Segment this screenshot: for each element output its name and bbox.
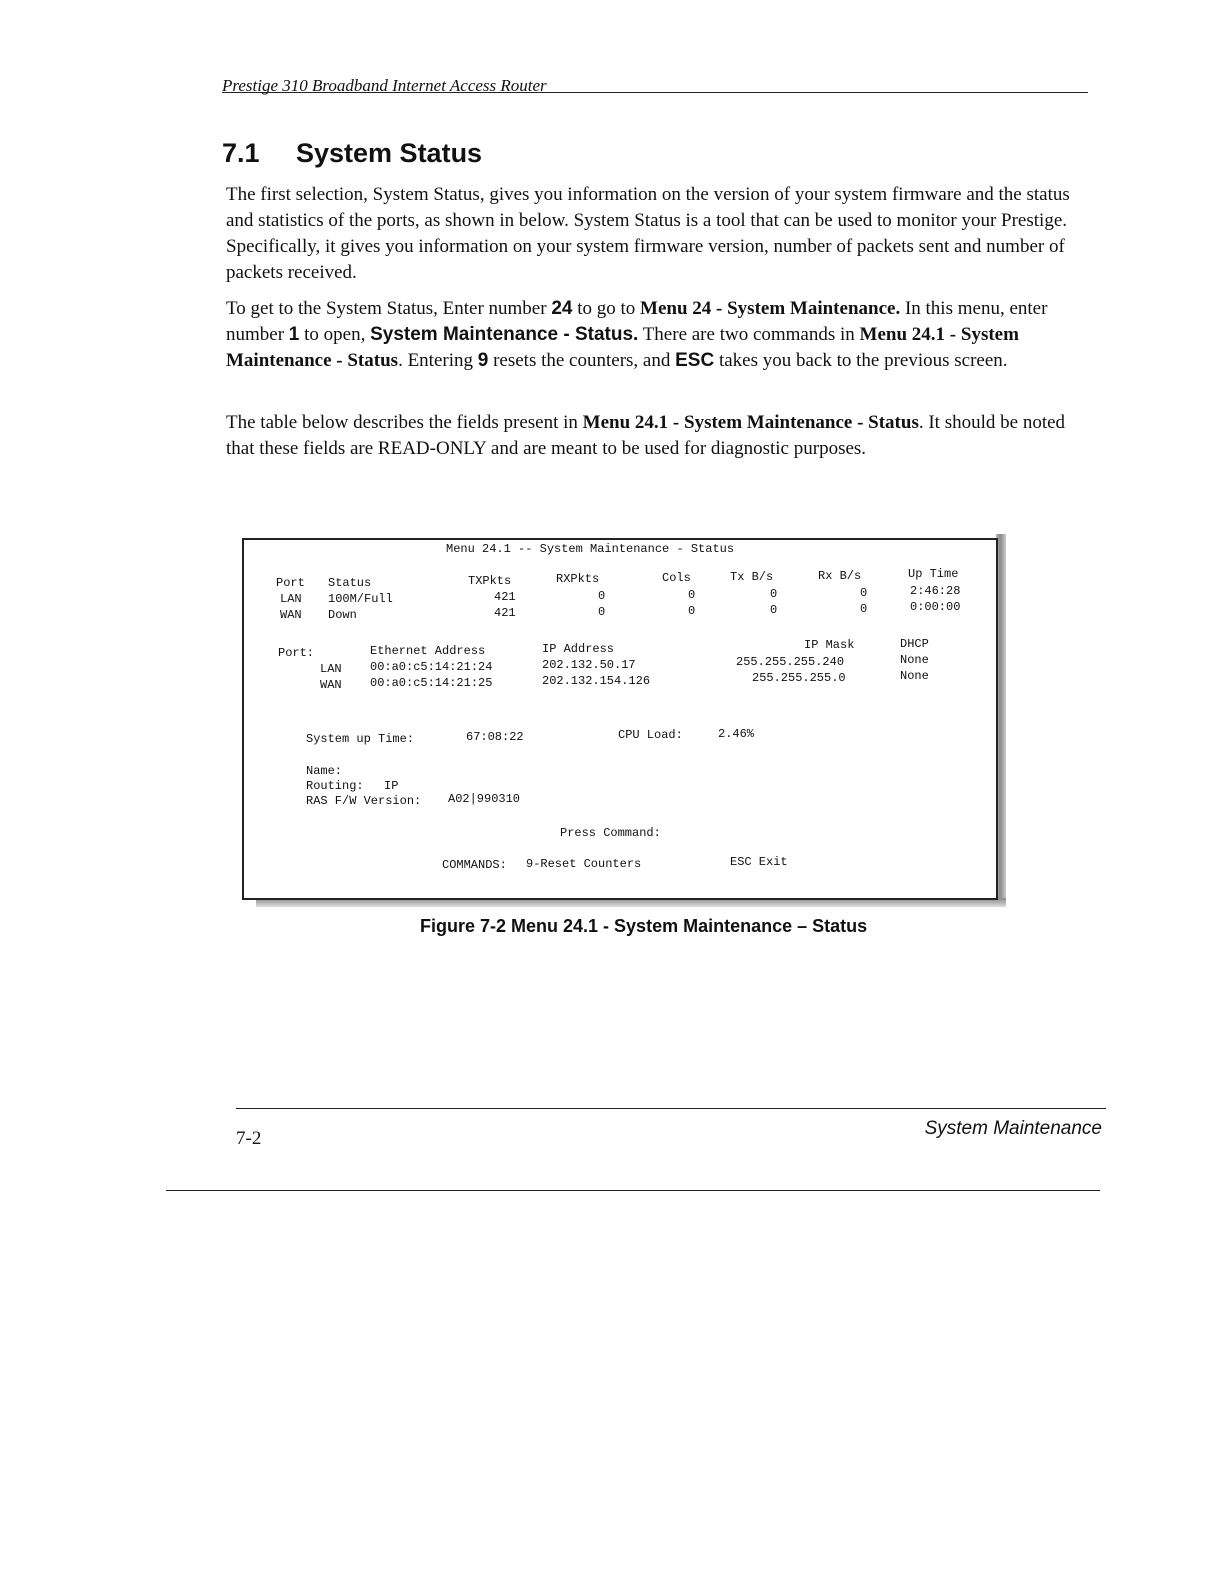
addr-port-lan: LAN bbox=[320, 662, 342, 676]
cpu-value: 2.46% bbox=[718, 727, 755, 741]
stats-rxbs-wan: 0 bbox=[860, 602, 868, 616]
addr-mask-lan: 255.255.255.240 bbox=[736, 655, 845, 669]
addr-header-dhcp: DHCP bbox=[900, 637, 929, 651]
routing-label: Routing: bbox=[306, 779, 364, 793]
chapter-title: System Maintenance bbox=[924, 1118, 1102, 1139]
version-label: RAS F/W Version: bbox=[306, 794, 422, 808]
stats-status-wan: Down bbox=[328, 608, 357, 622]
addr-ip-lan: 202.132.50.17 bbox=[542, 658, 636, 672]
stats-txpkts-lan: 421 bbox=[494, 590, 516, 604]
menu-name: Menu 24.1 - System Maintenance - Status bbox=[226, 324, 1019, 371]
addr-ip-wan: 202.132.154.126 bbox=[542, 674, 651, 688]
page-number: 7-2 bbox=[236, 1128, 262, 1149]
stats-status-lan: 100M/Full bbox=[328, 592, 393, 606]
command-reset: 9-Reset Counters bbox=[526, 857, 642, 871]
stats-txpkts-wan: 421 bbox=[494, 606, 516, 620]
fields-paragraph bbox=[226, 410, 1076, 462]
stats-port-lan: LAN bbox=[280, 592, 302, 606]
stats-rxbs-lan: 0 bbox=[860, 586, 868, 600]
addr-dhcp-lan: None bbox=[900, 653, 929, 667]
addr-dhcp-wan: None bbox=[900, 669, 929, 683]
stats-cols-lan: 0 bbox=[688, 588, 696, 602]
menu-number: 1 bbox=[288, 324, 300, 345]
col-header-rxpkts: RXPkts bbox=[556, 572, 600, 586]
addr-header-ip: IP Address bbox=[542, 642, 615, 656]
section-title: System Status bbox=[296, 138, 483, 168]
col-header-status: Status bbox=[328, 576, 372, 590]
text-run: resets the counters, and bbox=[488, 350, 676, 371]
col-header-txbs: Tx B/s bbox=[730, 570, 774, 584]
section-number: 7.1 bbox=[222, 138, 260, 168]
bottom-rule bbox=[166, 1190, 1100, 1191]
col-header-txpkts: TXPkts bbox=[468, 574, 512, 588]
menu-number: 24 bbox=[551, 298, 573, 319]
stats-uptime-wan: 0:00:00 bbox=[910, 600, 961, 614]
version-value: A02|990310 bbox=[448, 792, 521, 806]
addr-mac-wan: 00:a0:c5:14:21:25 bbox=[370, 676, 493, 690]
menu-name: Menu 24 - System Maintenance. bbox=[640, 298, 901, 319]
stats-txbs-wan: 0 bbox=[770, 603, 778, 617]
col-header-port: Port bbox=[276, 576, 305, 590]
stats-txbs-lan: 0 bbox=[770, 587, 778, 601]
addr-port-wan: WAN bbox=[320, 678, 342, 692]
text-run: There are two commands in bbox=[638, 324, 860, 345]
figure-caption: Figure 7-2 Menu 24.1 - System Maintenance – Status bbox=[420, 916, 868, 936]
text-run: takes you back to the previous screen. bbox=[714, 350, 1008, 371]
text-run: . Entering bbox=[398, 350, 478, 371]
name-label: Name: bbox=[306, 764, 343, 778]
menu-name: Menu 24.1 - System Maintenance - Status bbox=[582, 412, 919, 433]
text-run: . It should be noted that these fields are READ-ONLY and are meant to be used for diagnostic purposes. bbox=[226, 412, 1066, 459]
col-header-uptime: Up Time bbox=[908, 567, 959, 581]
stats-uptime-lan: 2:46:28 bbox=[910, 584, 961, 598]
text-run: The table below describes the fields present in bbox=[226, 412, 583, 433]
uptime-value: 67:08:22 bbox=[466, 730, 524, 744]
col-header-cols: Cols bbox=[662, 571, 691, 585]
cpu-label: CPU Load: bbox=[618, 728, 683, 742]
text-run: to go to bbox=[572, 298, 641, 319]
running-header: Prestige 310 Broadband Internet Access Router bbox=[222, 76, 547, 95]
addr-header-port: Port: bbox=[278, 646, 315, 660]
addr-mask-wan: 255.255.255.0 bbox=[752, 671, 846, 685]
text-run: To get to the System Status, Enter number bbox=[226, 298, 552, 319]
menu-name: System Maintenance - Status. bbox=[370, 324, 639, 345]
uptime-label: System up Time: bbox=[306, 732, 415, 746]
intro-paragraph: The first selection, System Status, gives you information on the version of your system firmware and the status and statistics of the ports, as shown in below. System Status is a tool that can be used to monitor your Prestige. Specifically, it gives you information on your system firmware version, number of packets sent and number of packets received. bbox=[226, 184, 1070, 283]
addr-mac-lan: 00:a0:c5:14:21:24 bbox=[370, 660, 493, 674]
command-exit: ESC Exit bbox=[730, 855, 788, 869]
command-key: 9 bbox=[477, 350, 489, 371]
col-header-rxbs: Rx B/s bbox=[818, 569, 862, 583]
text-run: to open, bbox=[299, 324, 371, 345]
routing-value: IP bbox=[384, 779, 399, 793]
stats-port-wan: WAN bbox=[280, 608, 302, 622]
navigation-paragraph bbox=[226, 296, 1076, 374]
addr-header-mask: IP Mask bbox=[804, 638, 855, 652]
footer-rule bbox=[236, 1108, 1106, 1109]
stats-rxpkts-lan: 0 bbox=[598, 589, 606, 603]
header-rule bbox=[222, 92, 1088, 93]
screen-title: Menu 24.1 -- System Maintenance - Status bbox=[446, 542, 735, 556]
text-run: In this menu, enter number bbox=[226, 298, 1048, 345]
stats-cols-wan: 0 bbox=[688, 604, 696, 618]
command-prompt: Press Command: bbox=[560, 826, 661, 840]
command-key: ESC bbox=[675, 350, 715, 371]
commands-label: COMMANDS: bbox=[442, 858, 507, 872]
stats-rxpkts-wan: 0 bbox=[598, 605, 606, 619]
addr-header-ethernet: Ethernet Address bbox=[370, 644, 486, 658]
